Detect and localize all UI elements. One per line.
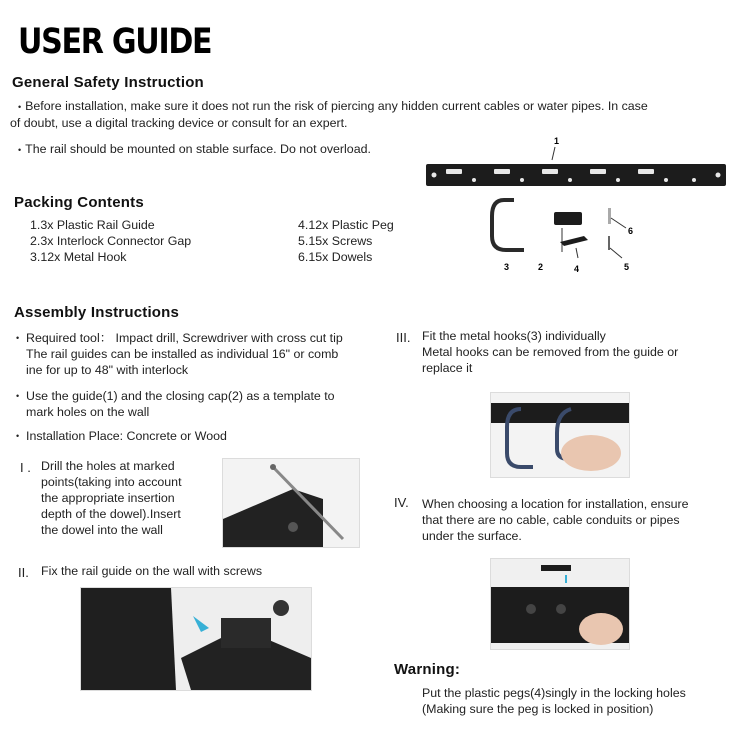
assembly-template-line: mark holes on the wall xyxy=(26,405,150,419)
bullet-dot: • xyxy=(18,145,22,155)
warning-heading: Warning: xyxy=(394,661,461,678)
safety-bullet-2 xyxy=(18,141,371,158)
step-4-line: that there are no cable, cable conduits or pipes xyxy=(422,513,680,527)
bullet-dot: • xyxy=(16,333,20,343)
callout-3: 3 xyxy=(504,262,510,272)
assembly-tool-line: The rail guides can be installed as individual 16" or comb xyxy=(26,347,339,361)
screw-shape xyxy=(608,236,610,250)
assembly-template-line: Use the guide(1) and the closing cap(2) as a template to xyxy=(26,389,335,403)
step-4-line: When choosing a location for installation, ensure xyxy=(422,497,689,511)
warning-line: Put the plastic pegs(4)singly in the locking holes xyxy=(422,686,686,700)
packing-item: 2.3x Interlock Connector Gap xyxy=(30,234,192,248)
step-1-text xyxy=(41,458,216,538)
safety-heading: General Safety Instruction xyxy=(12,74,204,91)
step-4-photo xyxy=(490,558,630,650)
bullet-dot: • xyxy=(18,102,22,112)
assembly-place-block xyxy=(16,428,396,444)
warning-line: (Making sure the peg is locked in position) xyxy=(422,702,654,716)
step-4-text xyxy=(422,496,742,544)
step-3-line: Metal hooks can be removed from the guide or xyxy=(422,345,679,359)
assembly-tool-line: ine for up to 48" with interlock xyxy=(26,363,189,377)
packing-item: 6.15x Dowels xyxy=(298,250,373,264)
step-4-number: IV. xyxy=(394,495,409,510)
packing-illustration xyxy=(424,136,734,276)
step-4-line: under the surface. xyxy=(422,529,522,543)
assembly-tool-line: Required tool： Impact drill, Screwdriver with cross cut tip xyxy=(26,331,343,345)
packing-item: 3.12x Metal Hook xyxy=(30,250,127,264)
packing-item: 5.15x Screws xyxy=(298,234,373,248)
packing-item: 1.3x Plastic Rail Guide xyxy=(30,218,155,232)
packing-list-left xyxy=(30,217,290,265)
bullet-dot: • xyxy=(16,431,20,441)
assembly-heading: Assembly Instructions xyxy=(14,304,180,321)
safety-text-1: Before installation, make sure it does not run the risk of piercing any hidden current cables or water pipes. In case xyxy=(25,99,648,113)
assembly-tool-block xyxy=(16,330,396,378)
callout-2: 2 xyxy=(538,262,544,272)
assembly-place: Installation Place: Concrete or Wood xyxy=(26,429,227,443)
callout-6: 6 xyxy=(628,226,634,236)
step-3-line: replace it xyxy=(422,361,473,375)
assembly-template-block xyxy=(16,388,396,420)
safety-text-2: of doubt, use a digital tracking device or consult for an expert. xyxy=(10,116,348,130)
step-3-number: III. xyxy=(396,330,411,345)
step-2-number: II. xyxy=(18,565,29,580)
packing-heading: Packing Contents xyxy=(14,194,144,211)
callout-1: 1 xyxy=(554,136,560,146)
step-1-photo xyxy=(222,458,360,548)
step-3-photo xyxy=(490,392,630,478)
step-2-text: Fix the rail guide on the wall with screws xyxy=(41,564,263,578)
step-1-line: depth of the dowel).Insert xyxy=(41,507,181,521)
step-1-line: Drill the holes at marked xyxy=(41,459,175,473)
metal-hook-shape xyxy=(492,200,524,250)
step-1-line: points(taking into account xyxy=(41,475,182,489)
rail-guide-shape xyxy=(426,164,726,186)
connector-cap-shape xyxy=(554,212,582,225)
step-2-photo xyxy=(80,587,312,691)
step-1-line: the dowel into the wall xyxy=(41,523,163,537)
plastic-peg-shape xyxy=(560,236,588,246)
safety-text-3: The rail should be mounted on stable surface. Do not overload. xyxy=(25,142,371,156)
page-title: USER GUIDE xyxy=(18,22,212,62)
step-1-number: I . xyxy=(20,460,31,475)
packing-list-right xyxy=(298,217,428,265)
callout-5: 5 xyxy=(624,262,630,272)
step-3-text xyxy=(422,328,732,376)
callout-4: 4 xyxy=(574,264,580,274)
warning-text xyxy=(422,685,742,717)
step-1-line: the appropriate insertion xyxy=(41,491,175,505)
bullet-dot: • xyxy=(16,391,20,401)
safety-bullet-1 xyxy=(10,98,738,131)
step-3-line: Fit the metal hooks(3) individually xyxy=(422,329,606,343)
dowel-shape xyxy=(608,208,611,224)
packing-item: 4.12x Plastic Peg xyxy=(298,218,394,232)
